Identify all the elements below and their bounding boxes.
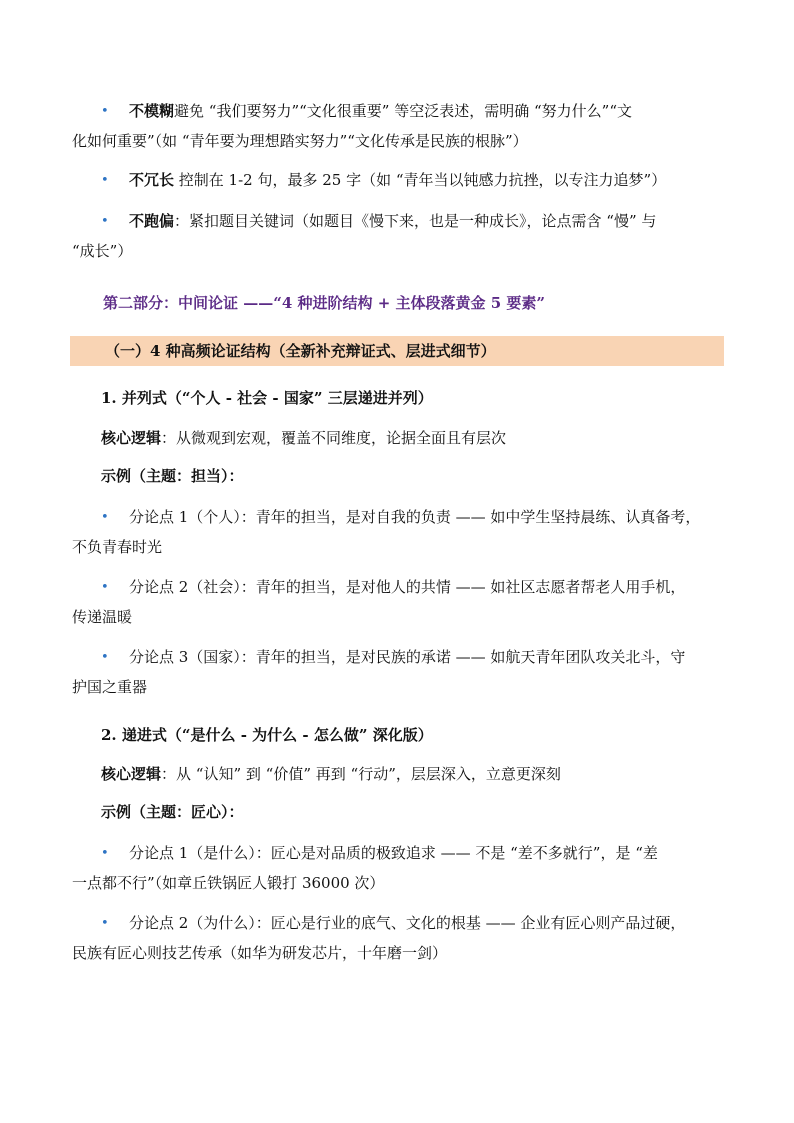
bullet-dot: •: [101, 580, 109, 595]
bullet-dot: •: [101, 650, 109, 665]
point-continuation: 传递温暖: [72, 608, 133, 626]
point-continuation: 民族有匠心则技艺传承（如华为研发芯片，十年磨一剑）: [72, 944, 448, 962]
bullet-text: 控制在 1-2 句，最多 25 字（如 “青年当以钝感力抗挫，以专注力追梦”）: [174, 171, 667, 189]
point-line: 分论点 3（国家）：青年的担当，是对民族的承诺 —— 如航天青年团队攻关北斗，守: [129, 648, 686, 666]
structure-heading: 1. 并列式（“个人 - 社会 - 国家” 三层递进并列）: [101, 389, 433, 407]
bullet-dot: •: [101, 846, 109, 861]
bullet-dot: •: [101, 104, 109, 119]
bullet-continuation: “成长”）: [72, 242, 133, 260]
point-line: 分论点 1（是什么）：匠心是对品质的极致追求 —— 不是 “差不多就行”，是 “差: [129, 844, 658, 862]
bullet-line: [129, 101, 632, 121]
core-logic-text: ：从微观到宏观，覆盖不同维度，论据全面且有层次: [161, 429, 507, 447]
example-label: 示例（主题：担当）：: [101, 467, 244, 485]
example-label: 示例（主题：匠心）：: [101, 803, 244, 821]
core-logic-label: 核心逻辑: [101, 765, 162, 783]
bullet-text: ：紧扣题目关键词（如题目《慢下来，也是一种成长》，论点需含 “慢” 与: [174, 212, 657, 230]
bullet-lead: 不跑偏: [129, 212, 175, 230]
bullet-line: [129, 170, 666, 190]
bullet-dot: •: [101, 214, 109, 229]
bullet-dot: •: [101, 916, 109, 931]
structure-heading: 2. 递进式（“是什么 - 为什么 - 怎么做” 深化版）: [101, 726, 433, 744]
bullet-text: 避免 “我们要努力”“文化很重要” 等空泛表述，需明确 “努力什么”“文: [174, 102, 633, 120]
core-logic-text: ：从 “认知” 到 “价值” 再到 “行动”，层层深入，立意更深刻: [161, 765, 561, 783]
section-title: 第二部分：中间论证 ——“4 种进阶结构 + 主体段落黄金 5 要素”: [103, 294, 546, 312]
point-line: 分论点 2（社会）：青年的担当，是对他人的共情 —— 如社区志愿者帮老人用手机，: [129, 578, 686, 596]
bullet-lead: 不冗长: [129, 171, 175, 189]
bullet-dot: •: [101, 173, 109, 188]
bullet-lead: 不模糊: [129, 102, 175, 120]
bullet-dot: •: [101, 510, 109, 525]
bullet-continuation: 化如何重要”（如 “青年要为理想踏实努力”“文化传承是民族的根脉”）: [72, 132, 528, 150]
subsection-title: （一）4 种高频论证结构（全新补充辩证式、层进式细节）: [105, 342, 496, 360]
point-continuation: 不负青春时光: [72, 538, 163, 556]
point-line: 分论点 1（个人）：青年的担当，是对自我的负责 —— 如中学生坚持晨练、认真备考，: [129, 508, 701, 526]
core-logic: [101, 428, 506, 448]
point-continuation: 一点都不行”（如章丘铁锅匠人锻打 36000 次）: [72, 874, 385, 892]
point-continuation: 护国之重器: [72, 678, 148, 696]
core-logic: [101, 764, 561, 784]
bullet-line: [129, 211, 656, 231]
core-logic-label: 核心逻辑: [101, 429, 162, 447]
point-line: 分论点 2（为什么）：匠心是行业的底气、文化的根基 —— 企业有匠心则产品过硬，: [129, 914, 686, 932]
